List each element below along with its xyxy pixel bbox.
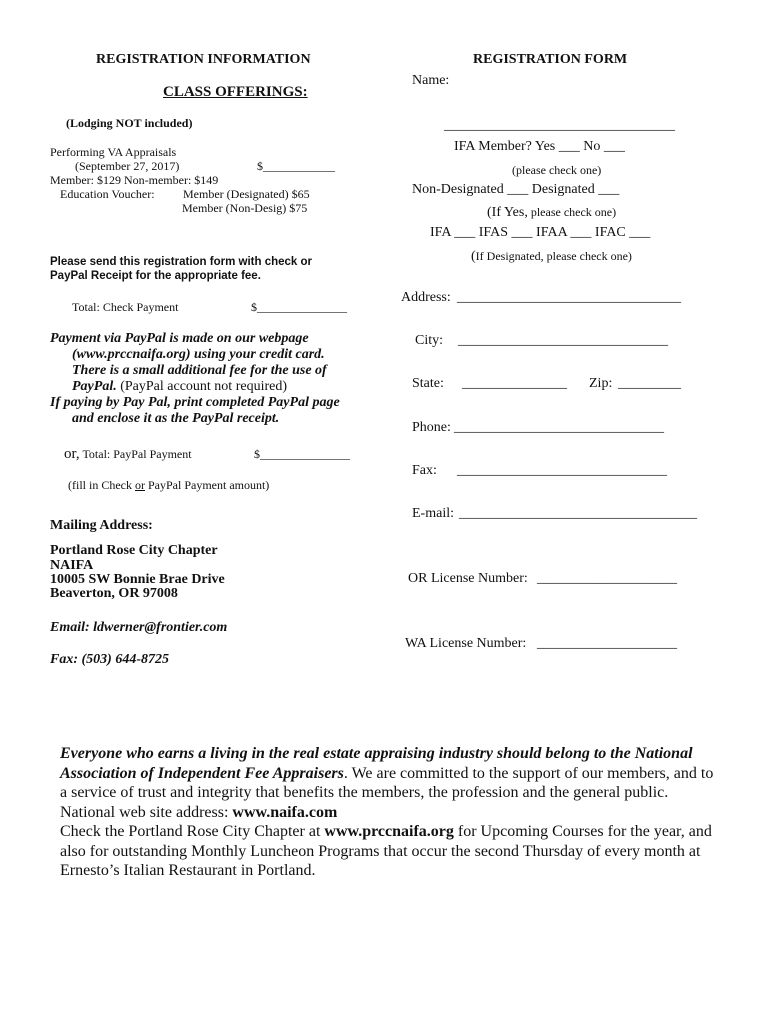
contact-email: Email: ldwerner@frontier.com (50, 620, 228, 635)
send-instructions-line2: PayPal Receipt for the appropriate fee. (50, 270, 261, 282)
voucher-label: Education Voucher: (60, 187, 155, 201)
send-instructions-line1: Please send this registration form with check or (50, 256, 313, 268)
ifa-member-question[interactable]: IFA Member? Yes ___ No ___ (454, 139, 625, 154)
class-offerings-heading: CLASS OFFERINGS: (163, 84, 308, 100)
please-check-one: (please check one) (512, 163, 602, 177)
naifa-statement (60, 744, 720, 881)
email-field[interactable]: __________________________________ (459, 506, 697, 521)
paypal-account-note: (PayPal account not required) (116, 379, 287, 394)
wa-license-label: WA License Number: (405, 636, 527, 651)
total-paypal-blank[interactable]: $_______________ (254, 447, 350, 461)
phone-field[interactable]: ______________________________ (454, 420, 664, 435)
paypal-line4 (72, 379, 287, 396)
total-paypal-label (64, 446, 192, 463)
mailing-address-line4: Beaverton, OR 97008 (50, 586, 178, 601)
paypal-line2: (www.prccnaifa.org) using your credit card. (72, 347, 325, 362)
if-designated-paren: ( (471, 249, 476, 264)
name-field[interactable]: _________________________________ (444, 118, 675, 133)
registration-form-heading: REGISTRATION FORM (473, 52, 628, 67)
lodging-note: (Lodging NOT included) (66, 116, 193, 130)
phone-label: Phone: (412, 420, 451, 435)
voucher-nondesig: Member (Non-Desig) $75 (182, 201, 308, 215)
naifa-statement-bold: Everyone who earns a living in the real estate appraising industry should belong to the National Association of Independent Fee Appraisers (60, 745, 693, 782)
city-label: City: (415, 333, 444, 348)
member-prices: Member: $129 Non-member: $149 (50, 173, 219, 187)
total-check-label: Total: Check Payment (72, 300, 179, 314)
paypal-word: PayPal. (72, 379, 117, 394)
email-label: E-mail: (412, 506, 454, 521)
fill-note-pre: (fill in Check (68, 478, 135, 492)
if-yes-word: (If Yes, (487, 205, 528, 220)
total-paypal-text: Total: PayPal Payment (79, 447, 192, 461)
or-license-field[interactable]: ____________________ (537, 571, 677, 586)
fill-note-or: or (134, 478, 145, 492)
registration-information-heading: REGISTRATION INFORMATION (96, 52, 311, 67)
voucher-designated: Member (Designated) $65 (183, 187, 310, 201)
name-label: Name: (412, 73, 450, 88)
chapter-text-post: for Upcoming Courses for the year, and also for outstanding Monthly Luncheon Programs that occur the second Thursday of every month at Ernesto’s Italian Restaurant in Portland. (60, 823, 712, 879)
course-date: (September 27, 2017) (75, 159, 180, 173)
if-yes-check: please check one) (527, 205, 617, 219)
if-designated-text: If Designated, please check one) (475, 249, 632, 263)
chapter-text-pre: Check the Portland Rose City Chapter at (60, 823, 325, 840)
or-license-label: OR License Number: (408, 571, 528, 586)
course-fee-blank[interactable]: $____________ (257, 159, 335, 173)
course-title: Performing VA Appraisals (50, 145, 177, 159)
fill-note (68, 478, 269, 493)
mailing-address-line3: 10005 SW Bonnie Brae Drive (50, 572, 225, 587)
zip-field[interactable]: _________ (618, 376, 681, 391)
if-yes-note (487, 203, 616, 221)
zip-label: Zip: (589, 376, 613, 391)
fill-note-post: PayPal Payment amount) (144, 478, 270, 492)
city-field[interactable]: ______________________________ (458, 333, 668, 348)
mailing-address-line1: Portland Rose City Chapter (50, 543, 218, 558)
address-field[interactable]: ________________________________ (457, 290, 681, 305)
contact-fax: Fax: (503) 644-8725 (50, 652, 169, 667)
fax-field[interactable]: ______________________________ (457, 463, 667, 478)
or-word: or, (64, 446, 80, 462)
if-designated-note (471, 247, 632, 265)
chapter-site-url[interactable]: www.prccnaifa.org (324, 823, 454, 840)
mailing-address-heading: Mailing Address: (50, 518, 153, 533)
state-field[interactable]: _______________ (462, 376, 567, 391)
ifa-options[interactable]: IFA ___ IFAS ___ IFAA ___ IFAC ___ (430, 225, 651, 240)
mailing-address-line2: NAIFA (50, 558, 94, 573)
national-site-url[interactable]: www.naifa.com (232, 803, 338, 821)
fax-label: Fax: (412, 463, 437, 478)
address-label: Address: (401, 290, 451, 305)
state-label: State: (412, 376, 444, 391)
paypal-line1: Payment via PayPal is made on our webpage (50, 331, 309, 346)
paypal-line5: If paying by Pay Pal, print completed PayPal page (50, 395, 340, 410)
wa-license-field[interactable]: ____________________ (537, 636, 677, 651)
total-check-blank[interactable]: $_______________ (251, 300, 347, 314)
national-site-label: National web site address: (60, 803, 233, 821)
naifa-statement-rest: . We are committed to the support of our members, and to a service of trust and integrity that benefits the members, the profession and the general public. (60, 764, 714, 801)
paypal-line3: There is a small additional fee for the use of (72, 363, 327, 378)
paypal-line6: and enclose it as the PayPal receipt. (72, 411, 280, 426)
designation-options[interactable]: Non-Designated ___ Designated ___ (412, 182, 620, 197)
